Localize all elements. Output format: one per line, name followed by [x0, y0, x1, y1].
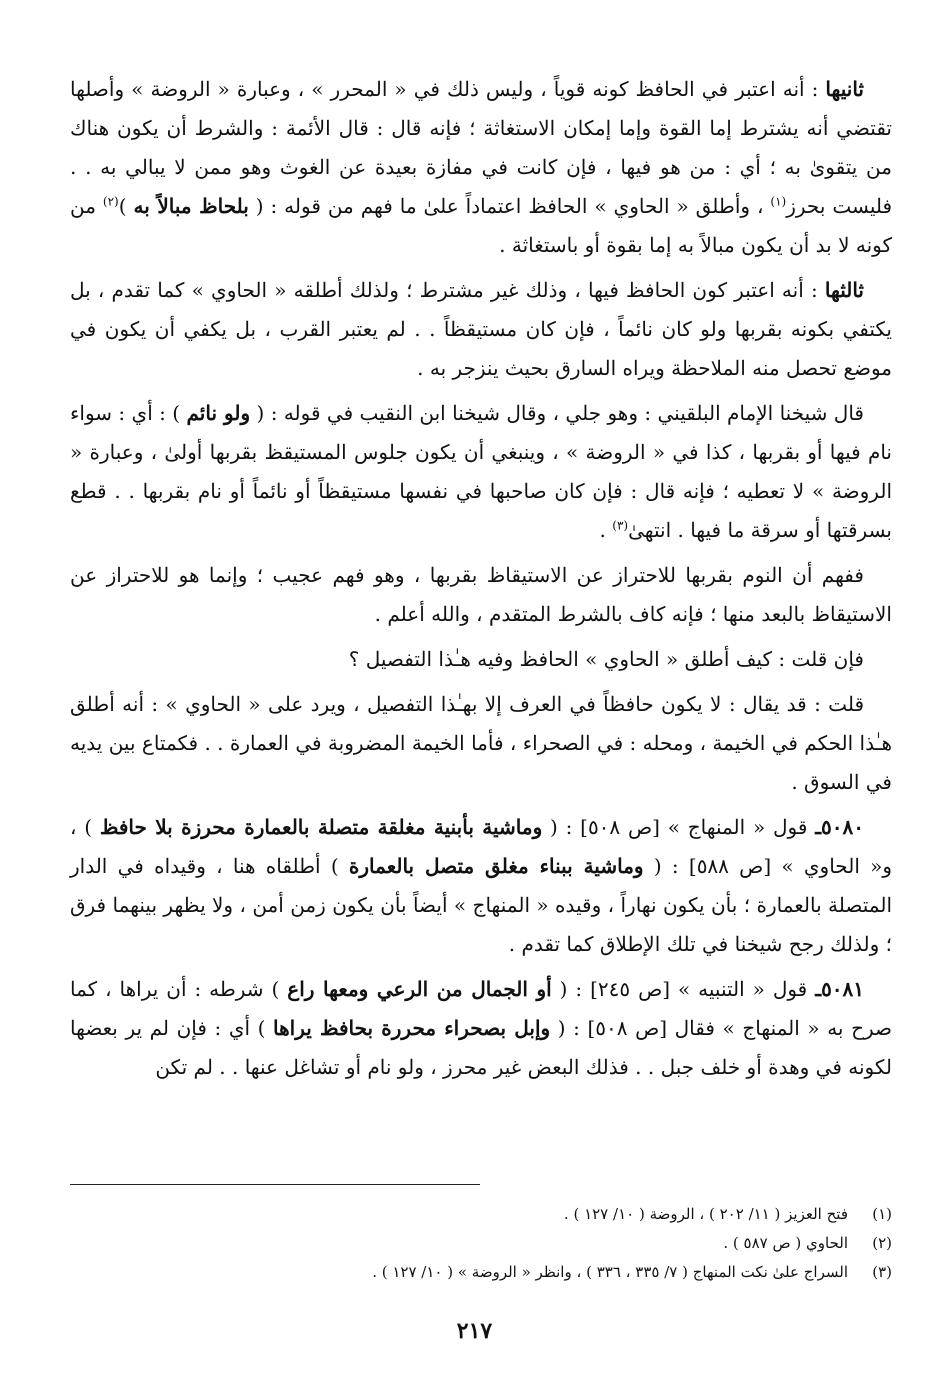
footnote-3	[70, 1258, 892, 1287]
footnote-text: فتح العزيز ( ١١/ ٢٠٢ ) ، الروضة ( ١٠/ ١٢٧ ) .	[563, 1205, 848, 1223]
footnote-divider	[70, 1184, 480, 1185]
paragraph-label: ثانيها	[825, 77, 864, 101]
footnote-text: السراج علىٰ نكت المنهاج ( ٧/ ٣٣٥ ، ٣٣٦ ) ، وانظر « الروضة » ( ١٠/ ١٢٧ ) .	[372, 1263, 848, 1281]
matn-quote: أو الجمال من الرعي ومعها راع	[287, 977, 552, 1001]
paragraph-issue-5081: ٥٠٨١ـ قول « التنبيه » [ص ٢٤٥] : ( أو الجمال من الرعي ومعها راع ) شرطه : أن يراها ، كما صرح به « المنهاج » فقال [ص ٥٠٨] : ( وإبل بصحراء محررة بحافظ يراها ) أي : فإن لم ير بعضها لكونه في وهدة أو خلف جبل . . فذلك البعض غير محرز ، ولو نام أو تشاغل عنها . . لم تكن	[70, 977, 892, 1079]
footnote-2	[70, 1229, 892, 1258]
paragraph-third-point: ثالثها : أنه اعتبر كون الحافظ فيها ، وذلك غير مشترط ؛ ولذلك أطلقه « الحاوي » كما تقدم ، بل يكتفي بكونه بقربها ولو كان نائماً ، فإن كان مستيقظاً . . لم يعتبر القرب ، بل يكفي أن يكون في موضع تحصل منه الملاحظة ويراه السارق بحيث ينزجر به .	[70, 278, 892, 380]
footnote-number: (٣)	[872, 1263, 892, 1281]
footnotes	[70, 1200, 892, 1287]
footnote-number: (١)	[872, 1205, 892, 1223]
matn-quote: وماشية ببناء مغلق متصل بالعمارة	[348, 854, 644, 878]
footnote-ref-2[interactable]: (٢)	[102, 194, 119, 209]
main-text	[70, 70, 892, 1093]
paragraph-understanding: ففهم أن النوم بقربها للاحتراز عن الاستيقاظ بقربها ، وهو فهم عجيب ؛ وإنما هو للاحتراز عن الاستيقاظ بالبعد منها ؛ فإنه كاف بالشرط المتقدم ، والله أعلم .	[70, 563, 892, 626]
footnote-text: الحاوي ( ص ٥٨٧ ) .	[723, 1234, 848, 1252]
issue-number: ٥٠٨١ـ	[815, 977, 865, 1001]
paragraph-second-point: ثانيها : أنه اعتبر في الحافظ كونه قوياً ، وليس ذلك في « المحرر » ، وعبارة « الروضة » وأصلها تقتضي أنه يشترط إما القوة وإما إمكان الاستغاثة ؛ فإنه قال : قال الأئمة : والشرط أن يكون هناك من يتقوىٰ به ؛ أي : من هو فيها ، فإن كانت في مفازة بعيدة عن الغوث وهو ممن لا يبالي به . . فليست بحرز$^{(١)}$ ، وأطلق « الحاوي » الحافظ اعتماداً علىٰ ما فهم من قوله : ( بلحاظ مبالاً به )$^{(٢)}$ من كونه لا بد أن يكون مبالاً به إما بقوة أو باستغاثة .	[70, 77, 893, 257]
matn-quote: وماشية بأبنية مغلقة متصلة بالعمارة محرزة بلا حافظ	[99, 815, 543, 839]
footnote-ref-3[interactable]: (٣)	[612, 518, 629, 533]
paragraph-issue-5080: ٥٠٨٠ـ قول « المنهاج » [ص ٥٠٨] : ( وماشية بأبنية مغلقة متصلة بالعمارة محرزة بلا حافظ ) ، و« الحاوي » [ص ٥٨٨] : ( وماشية ببناء مغلق متصل بالعمارة ) أطلقاه هنا ، وقيداه في الدار المتصلة بالعمارة ؛ بأن يكون نهاراً ، وقيده « المنهاج » أيضاً بأن يكون زمن أمن ، ولا يظهر بينهما فرق ؛ ولذلك رجح شيخنا في تلك الإطلاق كما تقدم .	[70, 815, 893, 956]
footnote-number: (٢)	[872, 1234, 892, 1252]
footnote-1	[70, 1200, 892, 1229]
page-number: ٢١٧	[456, 1318, 493, 1344]
paragraph-label: ثالثها	[824, 278, 864, 302]
matn-quote: بلحاظ مبالاً به	[133, 194, 249, 218]
paragraph-bulqini: قال شيخنا الإمام البلقيني : وهو جلي ، وقال شيخنا ابن النقيب في قوله : ( ولو نائم ) : أي : سواء نام فيها أو بقربها ، كذا في « الروضة » ، وينبغي أن يكون جلوس المستيقظ بقربها أولىٰ ، وعبارة « الروضة » لا تعطيه ؛ فإنه قال : فإن كان صاحبها في نفسها مستيقظاً أو نائماً أو نام بقربها . . قطع بسرقتها أو سرقة ما فيها . انتهىٰ$^{(٣)}$ .	[70, 401, 892, 542]
paragraph-answer: قلت : قد يقال : لا يكون حافظاً في العرف إلا بهـٰذا التفصيل ، ويرد على « الحاوي » : أنه أطلق هـٰذا الحكم في الخيمة ، ومحله : في الصحراء ، فأما الخيمة المضروبة في العمارة . . فكمتاع بين يديه في السوق .	[69, 692, 892, 794]
matn-quote: وإبل بصحراء محررة بحافظ يراها	[273, 1016, 551, 1040]
footnote-ref-1[interactable]: (١)	[770, 194, 787, 209]
paragraph-question: فإن قلت : كيف أطلق « الحاوي » الحافظ وفيه هـٰذا التفصيل ؟	[348, 647, 864, 671]
issue-number: ٥٠٨٠ـ	[815, 815, 865, 839]
matn-quote: ولو نائم	[186, 401, 251, 425]
